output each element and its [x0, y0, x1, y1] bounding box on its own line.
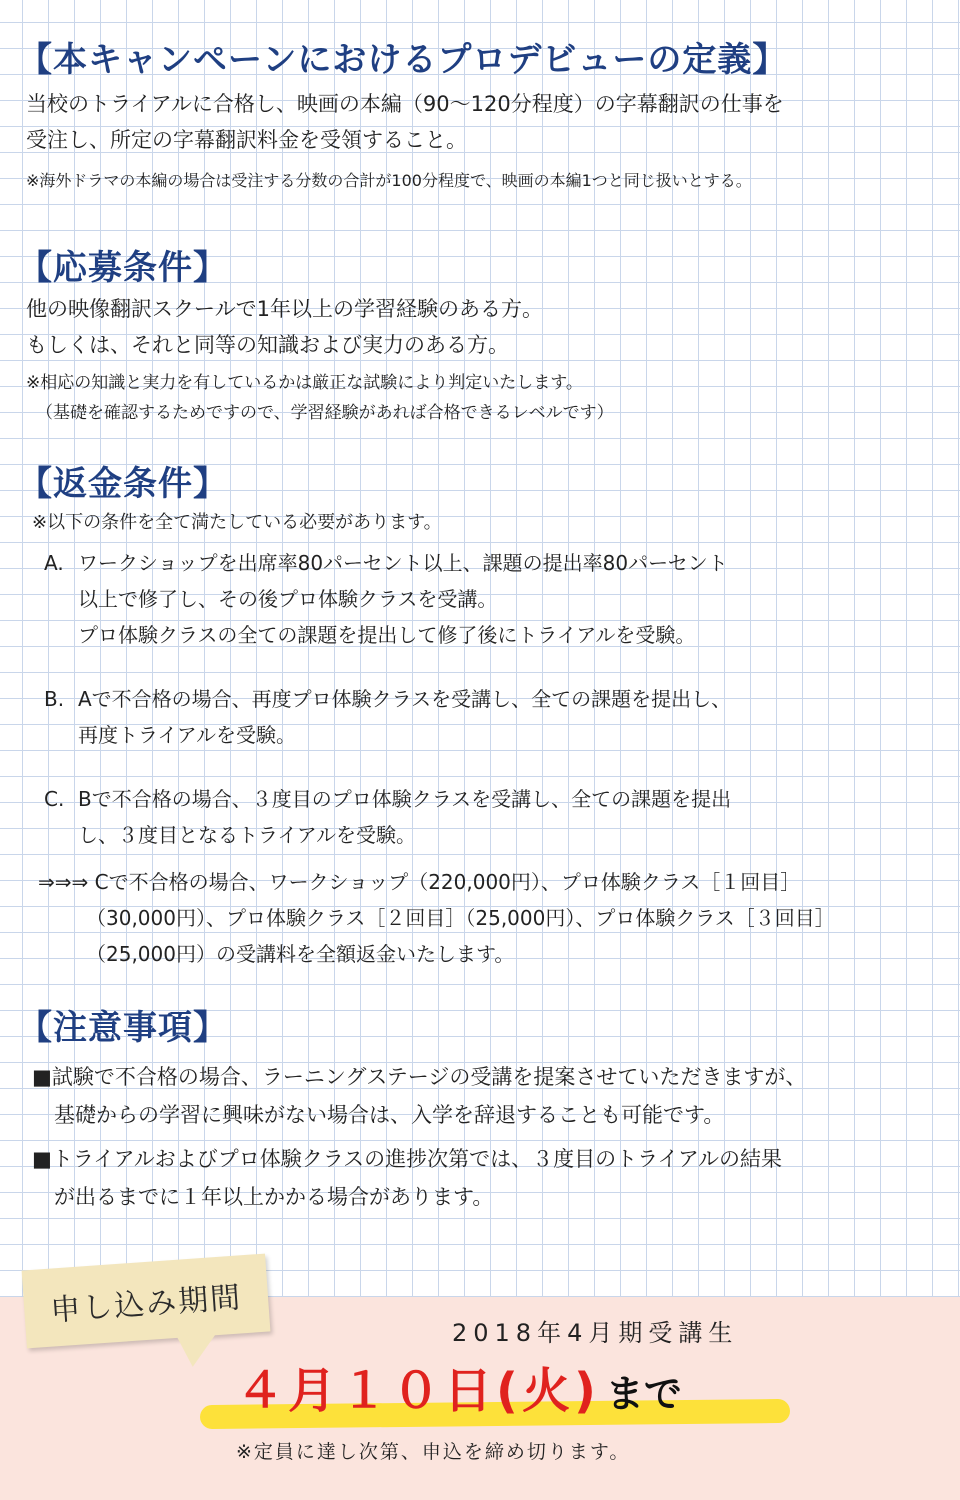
caution-1-line-1: ■試験で不合格の場合、ラーニングステージの受講を提案させていただきますが、 [32, 1065, 807, 1089]
condition-mark-c: C. [44, 787, 65, 811]
section-heading-definition: 【本キャンペーンにおけるプロデビューの定義】 [18, 40, 788, 80]
section-heading-requirements: 【応募条件】 [18, 248, 228, 288]
definition-note: ※海外ドラマの本編の場合は受注する分数の合計が100分程度で、映画の本編1つと同じ扱いとする。 [26, 171, 752, 190]
refund-condition-a [44, 545, 728, 653]
condition-a-line-2: 以上で修了し、その後プロ体験クラスを受講。 [78, 587, 498, 611]
caution-item-1 [32, 1058, 806, 1134]
deadline [236, 1352, 682, 1421]
requirements-line-2: もしくは、それと同等の知識および実力のある方。 [26, 333, 509, 357]
condition-b-line-2: 再度トライアルを受験。 [78, 723, 296, 747]
requirements-note-1: ※相応の知識と実力を有しているかは厳正な試験により判定いたします。 [26, 373, 583, 393]
requirements-notes [26, 368, 614, 428]
refund-intro: ※以下の条件を全て満たしている必要があります。 [32, 512, 442, 533]
section-heading-notes: 【注意事項】 [18, 1008, 228, 1048]
deadline-suffix: まで [605, 1372, 682, 1416]
section-heading-refund: 【返金条件】 [18, 464, 228, 504]
caution-2-line-2: が出るまでに１年以上かかる場合があります。 [54, 1185, 494, 1209]
caution-2-line-1: ■トライアルおよびプロ体験クラスの進捗次第では、３度目のトライアルの結果 [32, 1147, 783, 1171]
definition-line-2: 受注し、所定の字幕翻訳料金を受領すること。 [26, 128, 467, 152]
condition-b-line-1: Aで不合格の場合、再度プロ体験クラスを受講し、全ての課題を提出し、 [78, 687, 732, 711]
refund-condition-c [44, 781, 731, 853]
condition-mark-a: A. [44, 551, 64, 575]
condition-mark-b: B. [44, 687, 65, 711]
condition-c-line-1: Bで不合格の場合、３度目のプロ体験クラスを受講し、全ての課題を提出 [78, 787, 732, 811]
definition-text [26, 86, 784, 158]
caution-1-line-2: 基礎からの学習に興味がない場合は、入学を辞退することも可能です。 [54, 1103, 725, 1127]
enrollment-term: 2018年4月期受講生 [452, 1319, 739, 1347]
refund-summary-line-1: ⇒⇒⇒ Cで不合格の場合、ワークショップ（220,000円）、プロ体験クラス［１回目］ [38, 870, 801, 894]
application-period-label: 申し込み期間 [49, 1280, 244, 1329]
refund-summary [38, 864, 835, 972]
requirements-note-2: （基礎を確認するためですので、学習経験があれば合格できるレベルです） [36, 403, 614, 423]
requirements-line-1: 他の映像翻訳スクールで1年以上の学習経験のある方。 [26, 297, 543, 321]
refund-condition-b [44, 681, 731, 753]
condition-a-line-1: ワークショップを出席率80パーセント以上、課題の提出率80パーセント [78, 551, 728, 575]
condition-a-line-3: プロ体験クラスの全ての課題を提出して修了後にトライアルを受験。 [78, 623, 696, 647]
condition-c-line-2: し、３度目となるトライアルを受験。 [78, 823, 416, 847]
definition-line-1: 当校のトライアルに合格し、映画の本編（90～120分程度）の字幕翻訳の仕事を [26, 92, 784, 116]
refund-summary-line-2: （30,000円）、プロ体験クラス［２回目］（25,000円）、プロ体験クラス［３回目］ [86, 906, 835, 930]
requirements-text [26, 291, 543, 363]
refund-summary-line-3: （25,000円）の受講料を全額返金いたします。 [86, 942, 515, 966]
caution-item-2 [32, 1140, 782, 1216]
deadline-date: ４月１０日(火) [236, 1363, 600, 1419]
closing-note: ※定員に達し次第、申込を締め切ります。 [236, 1441, 631, 1463]
